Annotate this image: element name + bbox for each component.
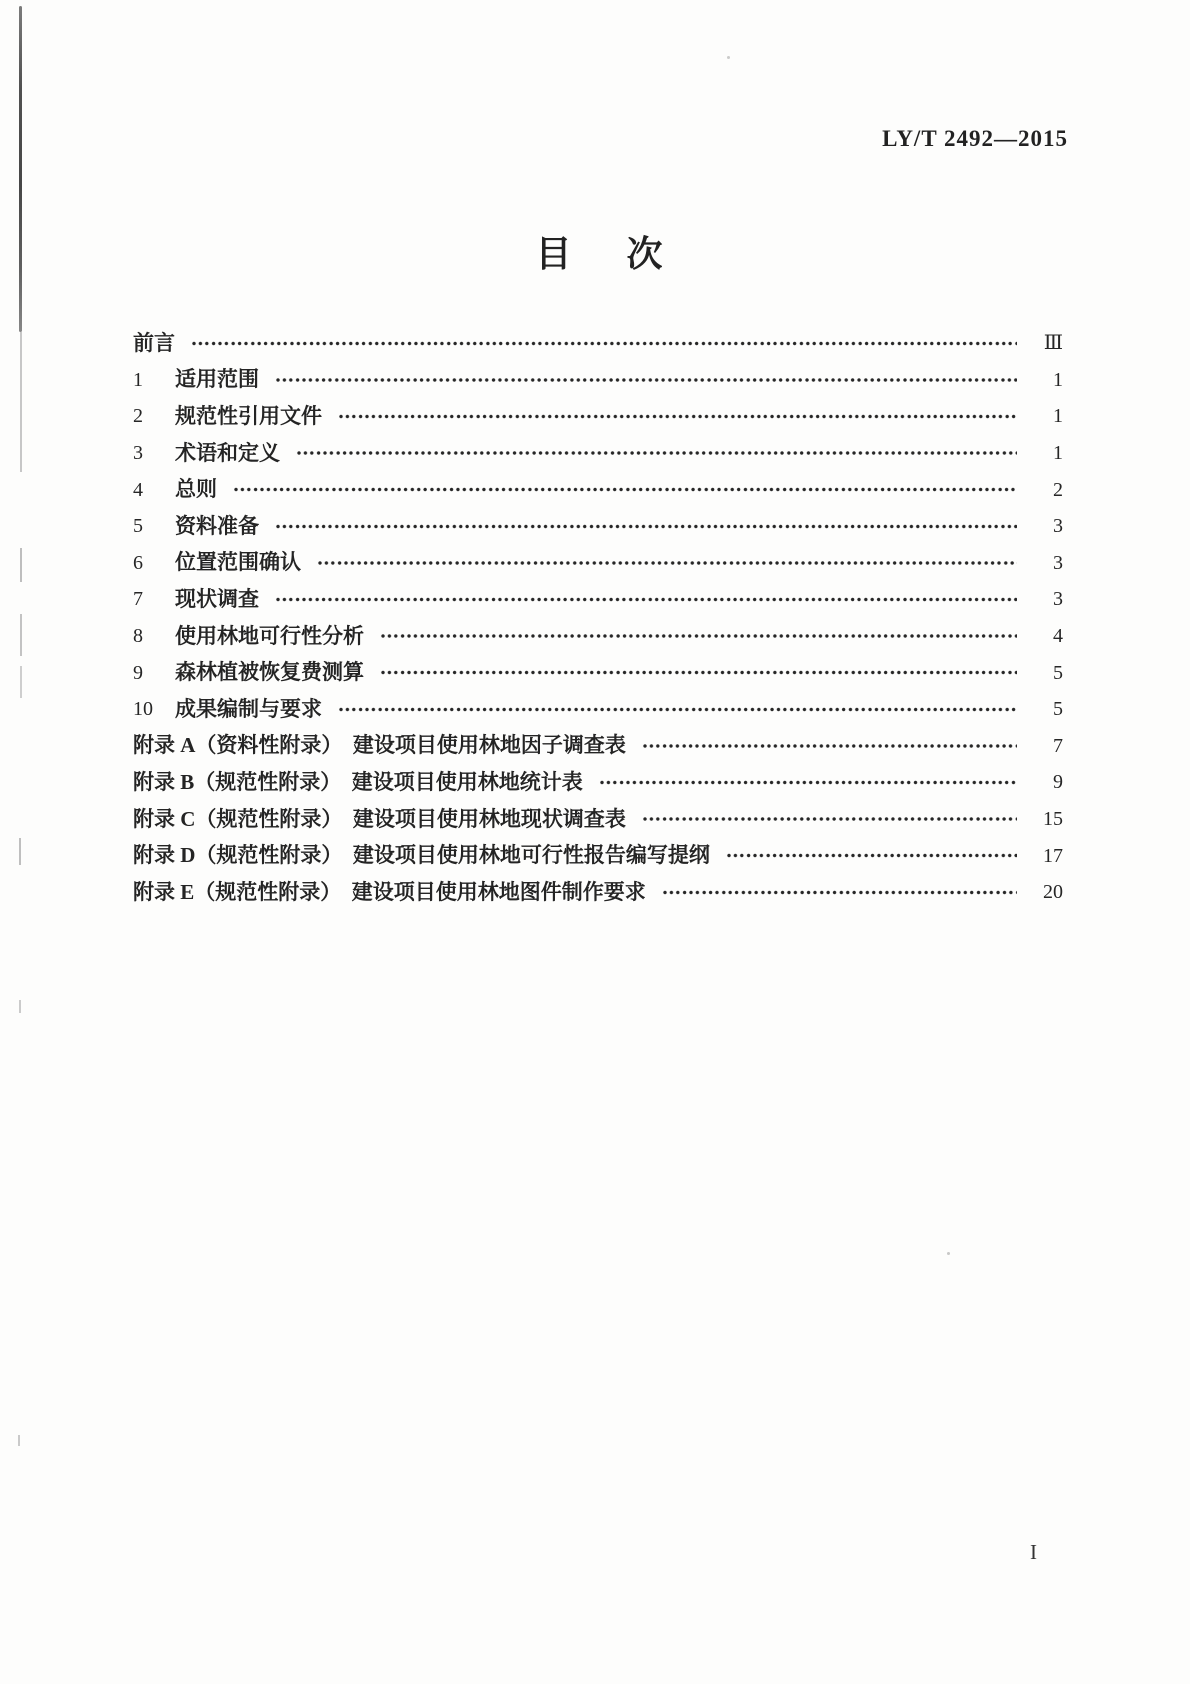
toc-item-page: 1 bbox=[1053, 405, 1063, 428]
toc-item-page: 5 bbox=[1053, 661, 1063, 684]
toc-row bbox=[133, 471, 1063, 508]
toc-item-page: 4 bbox=[1053, 625, 1063, 648]
toc-row bbox=[133, 764, 1063, 801]
toc-item-page: 15 bbox=[1043, 808, 1063, 831]
scan-artifact-line bbox=[20, 332, 22, 472]
toc-item-number: 2 bbox=[133, 405, 143, 428]
toc-row bbox=[133, 691, 1063, 728]
dot-leader-icon bbox=[642, 801, 1017, 838]
toc-item-page: 20 bbox=[1043, 881, 1063, 904]
toc-item-page: 3 bbox=[1053, 515, 1063, 538]
toc-item-page: 3 bbox=[1053, 588, 1063, 611]
toc-item-label: 附录 E（规范性附录） 建设项目使用林地图件制作要求 bbox=[133, 879, 646, 904]
scan-artifact-line bbox=[19, 6, 22, 332]
toc-item-page: Ⅲ bbox=[1043, 332, 1063, 355]
toc-item-number: 9 bbox=[133, 661, 143, 684]
toc-row bbox=[133, 545, 1063, 582]
toc-item-page: 1 bbox=[1053, 442, 1063, 465]
dot-leader-icon bbox=[380, 654, 1017, 691]
dot-leader-icon bbox=[662, 874, 1017, 911]
toc-item-number: 3 bbox=[133, 442, 143, 465]
standard-code-header: LY/T 2492—2015 bbox=[882, 126, 1068, 151]
dot-leader-icon bbox=[317, 545, 1017, 582]
footer-page-number: I bbox=[1030, 1540, 1037, 1564]
scan-artifact-dash bbox=[19, 838, 21, 865]
toc-row bbox=[133, 508, 1063, 545]
toc-item-label: 附录 B（规范性附录） 建设项目使用林地统计表 bbox=[133, 769, 583, 794]
toc-item-label: 位置范围确认 bbox=[175, 550, 301, 575]
scan-artifact-speck bbox=[947, 1252, 950, 1255]
scan-artifact-dash bbox=[20, 548, 22, 582]
toc-item-label: 前言 bbox=[133, 330, 175, 355]
dot-leader-icon bbox=[233, 471, 1017, 508]
toc-item-page: 3 bbox=[1053, 551, 1063, 574]
toc-item-page: 7 bbox=[1053, 734, 1063, 757]
dot-leader-icon bbox=[642, 728, 1017, 765]
toc-item-page: 17 bbox=[1043, 844, 1063, 867]
dot-leader-icon bbox=[296, 435, 1017, 472]
toc-item-page: 2 bbox=[1053, 478, 1063, 501]
toc-item-label: 使用林地可行性分析 bbox=[175, 623, 364, 648]
toc-item-label: 资料准备 bbox=[175, 513, 259, 538]
toc-item-label: 现状调查 bbox=[175, 586, 259, 611]
toc-row bbox=[133, 837, 1063, 874]
toc-item-label: 术语和定义 bbox=[175, 440, 280, 465]
toc-item-page: 1 bbox=[1053, 368, 1063, 391]
toc-item-page: 5 bbox=[1053, 698, 1063, 721]
dot-leader-icon bbox=[599, 764, 1017, 801]
page-title: 目次 bbox=[535, 234, 718, 274]
dot-leader-icon bbox=[191, 325, 1017, 362]
toc-item-number: 6 bbox=[133, 551, 143, 574]
scan-artifact-dash bbox=[19, 1000, 21, 1013]
scan-artifact-dash bbox=[18, 1435, 20, 1446]
toc-item-label: 附录 C（规范性附录） 建设项目使用林地现状调查表 bbox=[133, 806, 626, 831]
toc-item-label: 成果编制与要求 bbox=[175, 696, 322, 721]
toc-item-label: 适用范围 bbox=[175, 367, 259, 392]
dot-leader-icon bbox=[275, 508, 1017, 545]
toc-item-label: 规范性引用文件 bbox=[175, 403, 322, 428]
toc-row bbox=[133, 654, 1063, 691]
scan-artifact-dash bbox=[20, 666, 22, 698]
dot-leader-icon bbox=[338, 691, 1017, 728]
toc-item-number: 7 bbox=[133, 588, 143, 611]
dot-leader-icon bbox=[275, 362, 1017, 399]
scan-artifact-dash bbox=[20, 614, 22, 656]
toc-item-label: 森林植被恢复费测算 bbox=[175, 660, 364, 685]
toc-row bbox=[133, 618, 1063, 655]
toc-list bbox=[133, 325, 1063, 911]
dot-leader-icon bbox=[726, 837, 1017, 874]
toc-row bbox=[133, 435, 1063, 472]
toc-item-number: 1 bbox=[133, 368, 143, 391]
scan-artifact-speck bbox=[727, 56, 730, 59]
toc-item-label: 总则 bbox=[175, 477, 217, 502]
toc-row bbox=[133, 398, 1063, 435]
toc-row bbox=[133, 581, 1063, 618]
toc-item-page: 9 bbox=[1053, 771, 1063, 794]
toc-item-label: 附录 D（规范性附录） 建设项目使用林地可行性报告编写提纲 bbox=[133, 843, 710, 868]
dot-leader-icon bbox=[380, 618, 1017, 655]
dot-leader-icon bbox=[338, 398, 1017, 435]
toc-row bbox=[133, 728, 1063, 765]
toc-item-label: 附录 A（资料性附录） 建设项目使用林地因子调查表 bbox=[133, 733, 626, 758]
toc-row bbox=[133, 874, 1063, 911]
toc-item-number: 8 bbox=[133, 625, 143, 648]
toc-row bbox=[133, 801, 1063, 838]
toc-row bbox=[133, 362, 1063, 399]
toc-item-number: 5 bbox=[133, 515, 143, 538]
toc-item-number: 4 bbox=[133, 478, 143, 501]
toc-item-number: 10 bbox=[133, 698, 153, 721]
toc-row bbox=[133, 325, 1063, 362]
dot-leader-icon bbox=[275, 581, 1017, 618]
